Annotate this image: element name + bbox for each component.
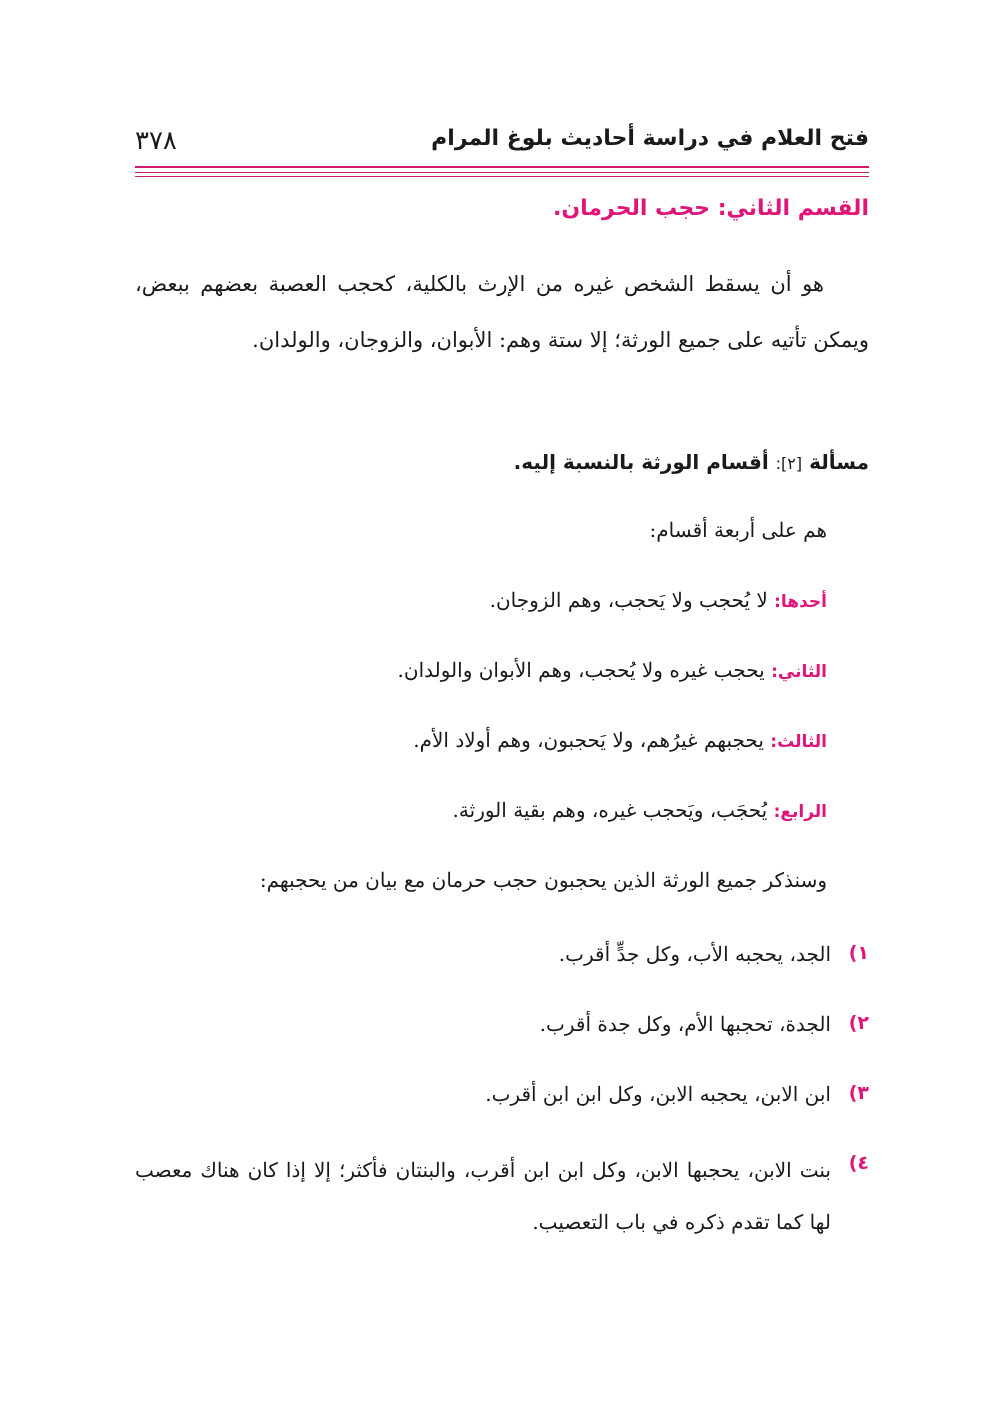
- item-text: الجد، يحجبه الأب، وكل جدٍّ أقرب.: [558, 942, 831, 966]
- item-number: ٢): [848, 1012, 869, 1034]
- lead-text: هم على أربعة أقسام:: [649, 518, 827, 542]
- issue-title: أقسام الورثة بالنسبة إليه.: [513, 450, 769, 474]
- category-line: [398, 658, 827, 682]
- header-rule: [135, 172, 869, 173]
- category-line: [490, 588, 827, 612]
- item-text: الجدة، تحجبها الأم، وكل جدة أقرب.: [539, 1012, 831, 1036]
- category-label: الثالث:: [770, 732, 827, 752]
- category-text: لا يُحجب ولا يَحجب، وهم الزوجان.: [489, 588, 768, 612]
- category-text: يُحجَب، ويَحجب غيره، وهم بقية الورثة.: [452, 798, 768, 822]
- category-label: الرابع:: [773, 802, 827, 822]
- section-title: القسم الثاني: حجب الحرمان.: [553, 196, 869, 221]
- issue-ref: [٢]:: [775, 454, 803, 473]
- item-text: ابن الابن، يحجبه الابن، وكل ابن ابن أقرب.: [485, 1082, 831, 1106]
- header-rule: [135, 166, 869, 168]
- item-text: بنت الابن، يحجبها الابن، وكل ابن ابن أقرب، والبنتان فأكثر؛ إلا إذا كان هناك معصب لها كما تقدم ذكره في باب التعصيب.: [135, 1158, 831, 1234]
- running-title: فتح العلام في دراسة أحاديث بلوغ المرام: [431, 126, 869, 151]
- category-text: يحجب غيره ولا يُحجب، وهم الأبوان والولدان.: [397, 658, 765, 682]
- intro-paragraph: هو أن يسقط الشخص غيره من الإرث بالكلية، كحجب العصبة بعضهم ببعض، ويمكن تأتيه على جميع الورثة؛ إلا ستة وهم: الأبوان، والزوجان، والولدان.: [135, 272, 869, 352]
- item-number: ١): [848, 942, 869, 964]
- category-label: الثاني:: [771, 662, 827, 682]
- list-intro: وسنذكر جميع الورثة الذين يحجبون حجب حرمان مع بيان من يحجبهم:: [259, 868, 827, 892]
- category-line: [413, 728, 827, 752]
- category-text: يحجبهم غيرُهم، ولا يَحجبون، وهم أولاد الأم.: [413, 728, 764, 752]
- header-rule: [135, 176, 869, 177]
- item-number: ٤): [848, 1152, 869, 1174]
- issue-label: مسألة: [809, 450, 869, 474]
- issue-heading: [514, 450, 869, 474]
- category-line: [453, 798, 827, 822]
- page-header: [135, 126, 869, 158]
- category-label: أحدها:: [774, 592, 827, 612]
- page-number: ٣٧٨: [135, 126, 177, 156]
- item-number: ٣): [848, 1082, 869, 1104]
